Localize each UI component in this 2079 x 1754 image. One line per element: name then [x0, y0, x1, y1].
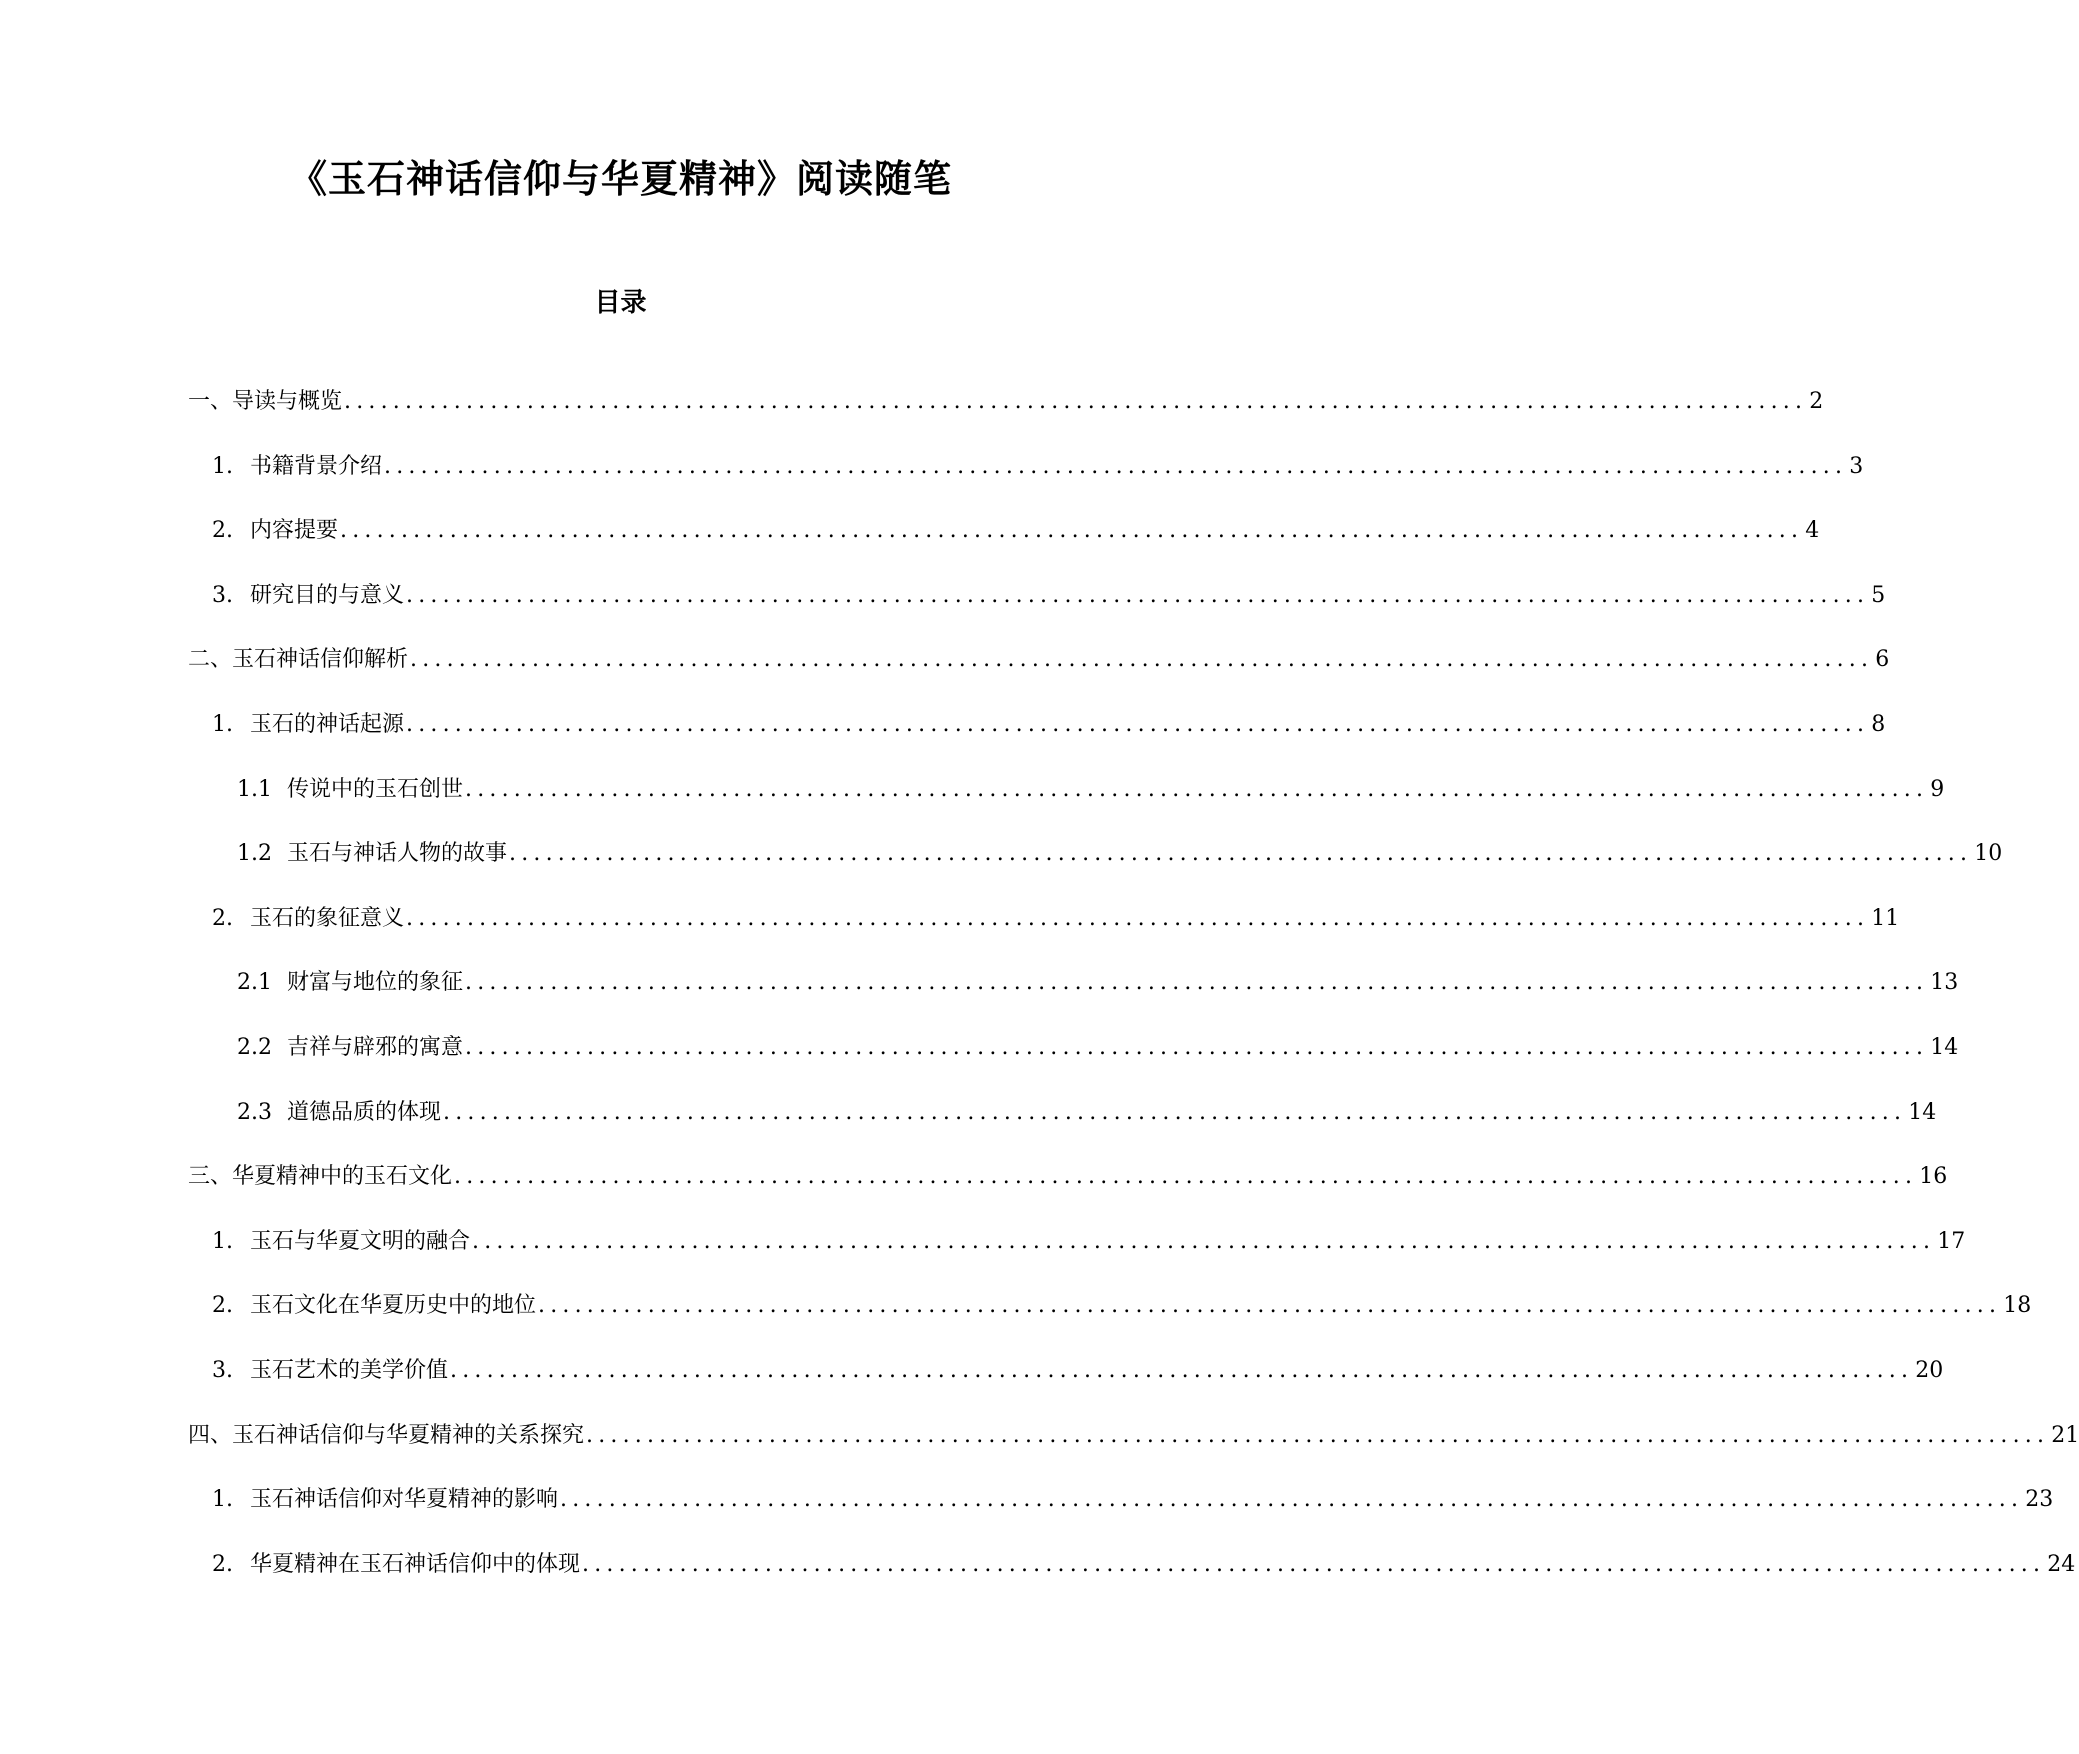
toc-entry-title: 财富与地位的象征	[287, 970, 464, 995]
dot-leader: ........................................................................................................................	[582, 1552, 2046, 1577]
dot-leader: ........................................................................................................................	[560, 1487, 2024, 1512]
toc-entry-title: 玉石艺术的美学价值	[250, 1358, 449, 1383]
toc-page-number: 6	[1875, 647, 1890, 672]
toc-entry-title: 道德品质的体现	[287, 1100, 442, 1125]
toc-entry[interactable]	[237, 1032, 1959, 1064]
toc-entry[interactable]	[212, 580, 1886, 612]
toc-page-number: 11	[1871, 906, 1900, 931]
toc-entry[interactable]	[212, 1484, 2054, 1516]
toc-entry[interactable]	[212, 451, 1864, 483]
toc-page-number: 8	[1871, 712, 1886, 737]
toc-entry-number: 3.	[212, 1358, 233, 1383]
toc-entry[interactable]	[188, 386, 1824, 418]
toc-page-number: 10	[1974, 841, 2003, 866]
toc-page-number: 20	[1915, 1358, 1944, 1383]
dot-leader: ........................................................................................................................	[450, 1358, 1914, 1383]
toc-entry-number: 2.	[212, 1293, 233, 1318]
toc-entry-number: 2.3	[237, 1100, 272, 1125]
toc-entry[interactable]	[212, 515, 1820, 547]
toc-entry[interactable]	[237, 967, 1959, 999]
toc-page-number: 4	[1805, 518, 1820, 543]
toc-entry-title: 玉石与神话人物的故事	[287, 841, 508, 866]
dot-leader: ........................................................................................................................	[406, 906, 1870, 931]
dot-leader: ........................................................................................................................	[465, 777, 1929, 802]
toc-page-number: 16	[1919, 1164, 1948, 1189]
toc-entry-title: 玉石的神话起源	[250, 712, 405, 737]
toc-entry-number: 3.	[212, 583, 233, 608]
toc-page-number: 14	[1930, 1035, 1959, 1060]
toc-entry-title: 二、玉石神话信仰解析	[188, 647, 409, 672]
toc-entry-title: 玉石神话信仰对华夏精神的影响	[250, 1487, 559, 1512]
toc-entry-title: 内容提要	[250, 518, 339, 543]
toc-entry[interactable]	[212, 1290, 2032, 1322]
toc-page-number: 13	[1930, 970, 1959, 995]
toc-entry[interactable]	[212, 1355, 1944, 1387]
dot-leader: ........................................................................................................................	[410, 647, 1874, 672]
toc-heading: 目录	[594, 288, 647, 318]
toc-entry-title: 研究目的与意义	[250, 583, 405, 608]
toc-entry-title: 三、华夏精神中的玉石文化	[188, 1164, 453, 1189]
toc-entry-number: 1.	[212, 712, 233, 737]
toc-entry[interactable]	[188, 644, 1890, 676]
toc-entry-number: 1.1	[237, 777, 272, 802]
toc-entry-number: 1.	[212, 1487, 233, 1512]
toc-entry-title: 一、导读与概览	[188, 389, 343, 414]
toc-entry-title: 华夏精神在玉石神话信仰中的体现	[250, 1552, 581, 1577]
dot-leader: ........................................................................................................................	[586, 1423, 2050, 1448]
dot-leader: ........................................................................................................................	[384, 454, 1848, 479]
dot-leader: ........................................................................................................................	[509, 841, 1973, 866]
toc-entry-number: 2.	[212, 906, 233, 931]
dot-leader: ........................................................................................................................	[340, 518, 1804, 543]
toc-entry[interactable]	[212, 709, 1886, 741]
toc-entry-title: 传说中的玉石创世	[287, 777, 464, 802]
toc-entry-title: 玉石与华夏文明的融合	[250, 1229, 471, 1254]
dot-leader: ........................................................................................................................	[472, 1229, 1936, 1254]
dot-leader: ........................................................................................................................	[406, 712, 1870, 737]
toc-page-number: 23	[2025, 1487, 2054, 1512]
toc-entry[interactable]	[237, 774, 1945, 806]
toc-page-number: 14	[1908, 1100, 1937, 1125]
toc-entry-number: 2.2	[237, 1035, 272, 1060]
toc-entry[interactable]	[212, 903, 1900, 935]
toc-entry[interactable]	[237, 838, 2003, 870]
toc-entry-title: 书籍背景介绍	[250, 454, 383, 479]
toc-page-number: 24	[2047, 1552, 2076, 1577]
toc-entry-title: 四、玉石神话信仰与华夏精神的关系探究	[188, 1423, 585, 1448]
toc-entry[interactable]	[188, 1161, 1948, 1193]
dot-leader: ........................................................................................................................	[454, 1164, 1918, 1189]
toc-entry-title: 玉石文化在华夏历史中的地位	[250, 1293, 537, 1318]
toc-entry[interactable]	[212, 1226, 1966, 1258]
toc-page-number: 5	[1871, 583, 1886, 608]
toc-entry-number: 2.1	[237, 970, 272, 995]
toc-entry-number: 1.	[212, 1229, 233, 1254]
toc-entry-number: 1.	[212, 454, 233, 479]
document-title: 《玉石神话信仰与华夏精神》阅读随笔	[288, 157, 952, 201]
dot-leader: ........................................................................................................................	[443, 1100, 1907, 1125]
toc-page-number: 18	[2003, 1293, 2032, 1318]
toc-entry-title: 玉石的象征意义	[250, 906, 405, 931]
toc-page-number: 2	[1809, 389, 1824, 414]
dot-leader: ........................................................................................................................	[465, 1035, 1929, 1060]
toc-page-number: 21	[2051, 1423, 2079, 1448]
dot-leader: ........................................................................................................................	[406, 583, 1870, 608]
toc-page-number: 17	[1937, 1229, 1966, 1254]
toc-entry[interactable]	[188, 1420, 2079, 1452]
dot-leader: ........................................................................................................................	[344, 389, 1808, 414]
toc-page-number: 3	[1849, 454, 1864, 479]
toc-entry-number: 2.	[212, 518, 233, 543]
toc-page-number: 9	[1930, 777, 1945, 802]
toc-entry-number: 1.2	[237, 841, 272, 866]
toc-entry-number: 2.	[212, 1552, 233, 1577]
dot-leader: ........................................................................................................................	[538, 1293, 2002, 1318]
toc-entry[interactable]	[237, 1097, 1937, 1129]
toc-entry[interactable]	[212, 1549, 2076, 1581]
toc-entry-title: 吉祥与辟邪的寓意	[287, 1035, 464, 1060]
dot-leader: ........................................................................................................................	[465, 970, 1929, 995]
